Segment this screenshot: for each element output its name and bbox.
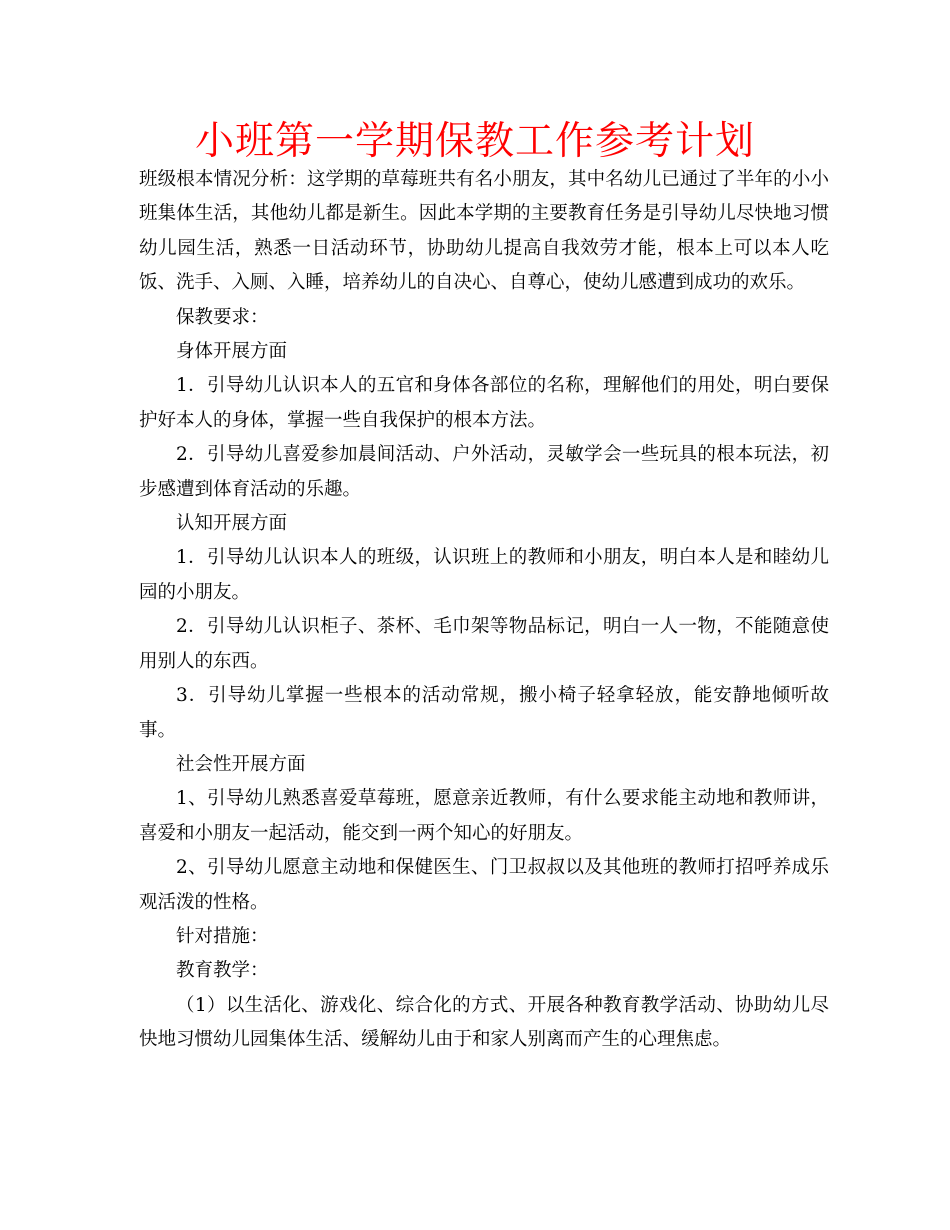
paragraph-cognitive-1: 1．引导幼儿认识本人的班级，认识班上的教师和小朋友，明白本人是和睦幼儿园的小朋友。 bbox=[139, 547, 829, 603]
paragraph-physical-2: 2．引导幼儿喜爱参加晨间活动、户外活动，灵敏学会一些玩具的根本玩法，初步感遭到体育活动的乐趣。 bbox=[139, 444, 829, 500]
paragraph-cognitive-2: 2．引导幼儿认识柜子、茶杯、毛巾架等物品标记，明白一人一物，不能随意使用别人的东西。 bbox=[139, 616, 829, 672]
paragraph-social-2: 2、引导幼儿愿意主动地和保健医生、门卫叔叔以及其他班的教师打招呼养成乐观活泼的性格。 bbox=[139, 857, 829, 913]
paragraph-social-1: 1、引导幼儿熟悉喜爱草莓班，愿意亲近教师，有什么要求能主动地和教师讲，喜爱和小朋友一起活动，能交到一两个知心的好朋友。 bbox=[139, 788, 829, 844]
heading-measures: 针对措施： bbox=[176, 925, 269, 947]
document-body bbox=[139, 163, 829, 1058]
heading-social-development: 社会性开展方面 bbox=[176, 753, 306, 775]
paragraph-physical-1: 1．引导幼儿认识本人的五官和身体各部位的名称，理解他们的用处，明白要保护好本人的身体，掌握一些自我保护的根本方法。 bbox=[139, 375, 829, 431]
heading-physical-development: 身体开展方面 bbox=[176, 341, 288, 363]
heading-requirements: 保教要求： bbox=[176, 306, 269, 328]
document-title: 小班第一学期保教工作参考计划 bbox=[194, 119, 755, 164]
paragraph-cognitive-3: 3．引导幼儿掌握一些根本的活动常规，搬小椅子轻拿轻放，能安静地倾听故事。 bbox=[139, 685, 829, 741]
heading-teaching: 教育教学： bbox=[176, 960, 269, 982]
paragraph-teaching-1: （1）以生活化、游戏化、综合化的方式、开展各种教育教学活动、协助幼儿尽快地习惯幼儿园集体生活、缓解幼儿由于和家人别离而产生的心理焦虑。 bbox=[139, 994, 829, 1051]
paragraph-class-overview: 班级根本情况分析：这学期的草莓班共有名小朋友，其中名幼儿已通过了半年的小小班集体生活，其他幼儿都是新生。因此本学期的主要教育任务是引导幼儿尽快地习惯幼儿园生活，熟悉一日活动环节，协助幼儿提高自我效劳才能，根本上可以本人吃饭、洗手、入厕、入睡，培养幼儿的自决心、自尊心，使幼儿感遭到成功的欢乐。 bbox=[139, 169, 829, 294]
heading-cognitive-development: 认知开展方面 bbox=[176, 513, 288, 535]
